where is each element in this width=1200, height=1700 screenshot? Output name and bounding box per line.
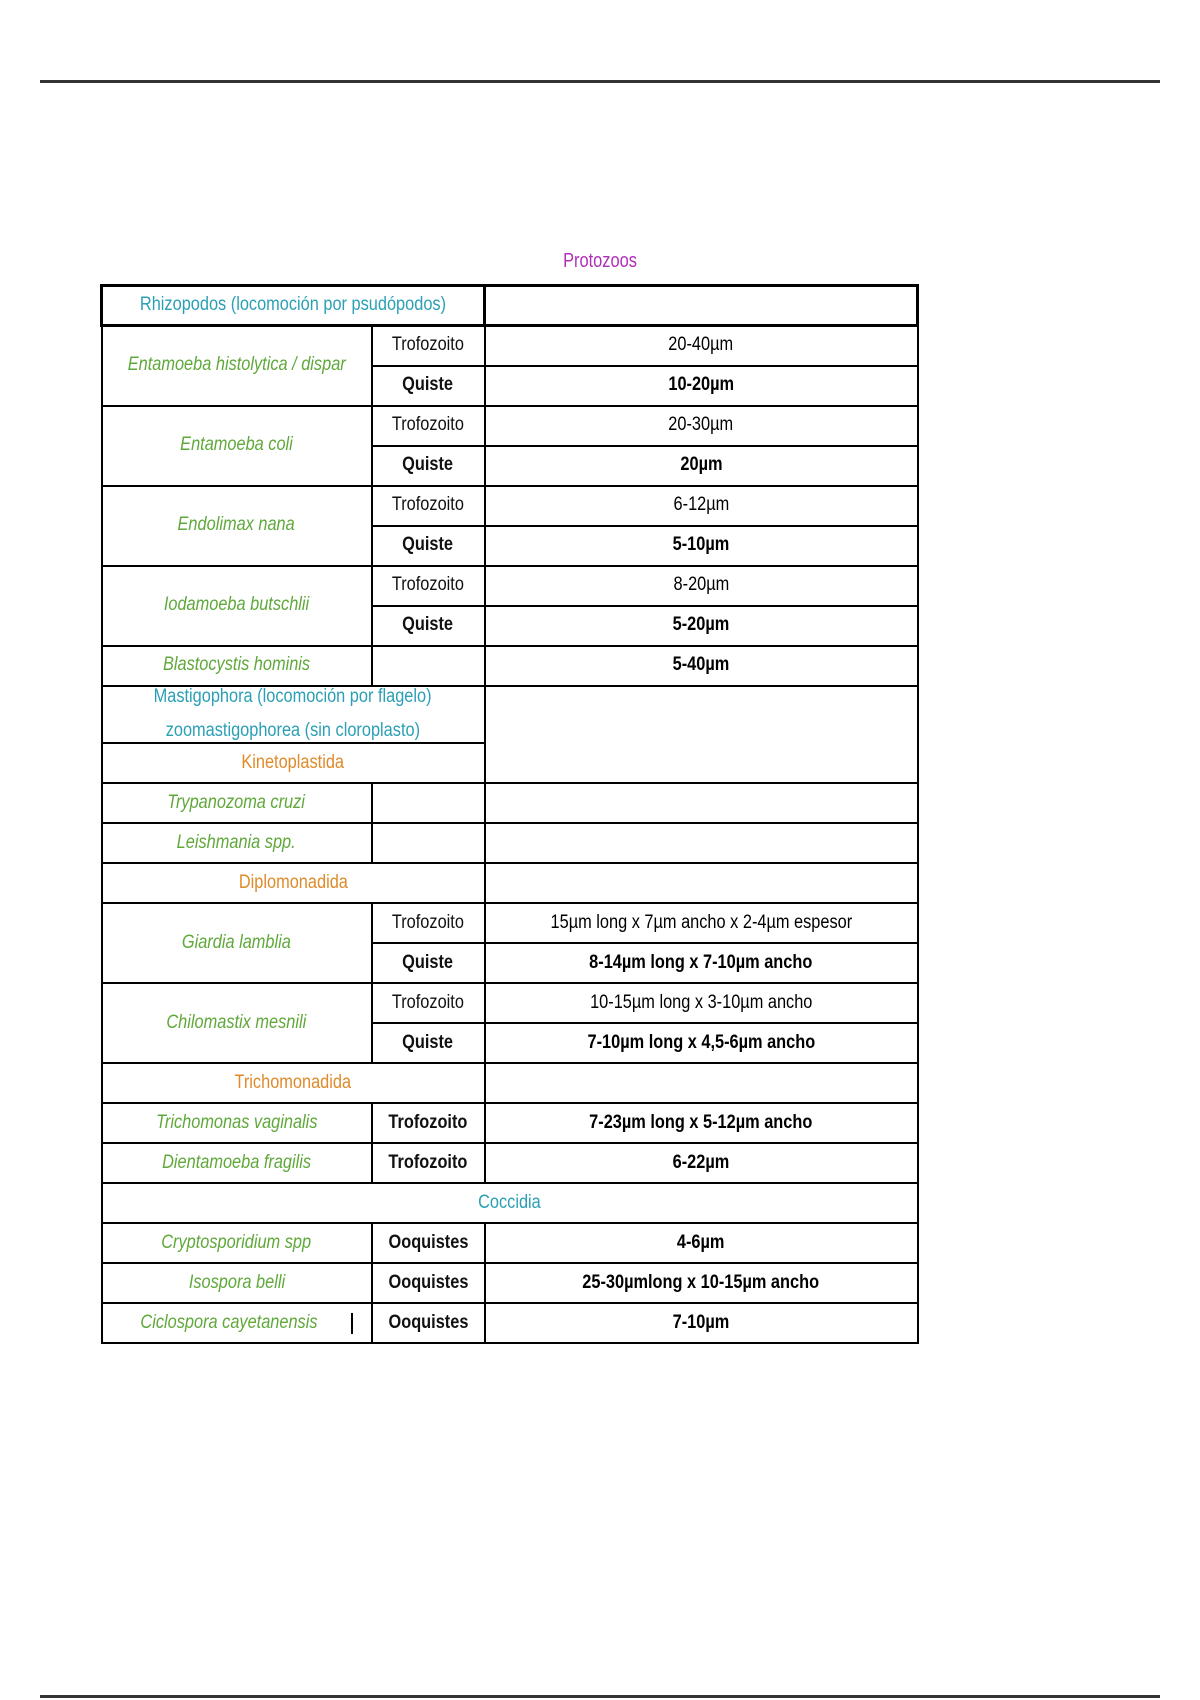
size-value: 20µm	[485, 446, 918, 486]
stage-label: Quiste	[372, 1023, 485, 1063]
empty-cell	[485, 686, 918, 784]
stage-label: Ooquistes	[372, 1223, 485, 1263]
empty-cell	[372, 783, 485, 823]
stage-label: Ooquistes	[372, 1303, 485, 1343]
size-value: 5-40µm	[485, 646, 918, 686]
stage-label: Trofozoito	[372, 983, 485, 1023]
size-value: 5-20µm	[485, 606, 918, 646]
species-giardia-lamblia: Giardia lamblia	[102, 903, 372, 983]
size-value: 15µm long x 7µm ancho x 2-4µm espesor	[485, 903, 918, 943]
stage-label: Trofozoito	[372, 406, 485, 446]
empty-cell	[485, 783, 918, 823]
section-row-coccidia	[102, 1183, 918, 1223]
table-row	[102, 1223, 918, 1263]
table-row	[102, 566, 918, 606]
species-dientamoeba-fragilis: Dientamoeba fragilis	[102, 1143, 372, 1183]
size-value: 8-14µm long x 7-10µm ancho	[485, 943, 918, 983]
size-value: 7-10µm long x 4,5-6µm ancho	[485, 1023, 918, 1063]
empty-cell	[485, 823, 918, 863]
empty-cell	[485, 286, 918, 326]
section-row-trichomonadida	[102, 1063, 918, 1103]
empty-cell	[372, 823, 485, 863]
species-isospora-belli: Isospora belli	[102, 1263, 372, 1303]
stage-label: Trofozoito	[372, 326, 485, 366]
table-row	[102, 1303, 918, 1343]
table-row	[102, 1103, 918, 1143]
section-trichomonadida: Trichomonadida	[102, 1063, 485, 1103]
stage-label: Trofozoito	[372, 566, 485, 606]
protozoa-table	[100, 284, 919, 1344]
stage-label: Quiste	[372, 366, 485, 406]
size-value: 8-20µm	[485, 566, 918, 606]
table-row	[102, 823, 918, 863]
size-value: 10-15µm long x 3-10µm ancho	[485, 983, 918, 1023]
table-row	[102, 983, 918, 1023]
size-value: 4-6µm	[485, 1223, 918, 1263]
section-row-diplomonadida	[102, 863, 918, 903]
stage-label: Ooquistes	[372, 1263, 485, 1303]
size-value: 10-20µm	[485, 366, 918, 406]
species-blastocystis-hominis: Blastocystis hominis	[102, 646, 372, 686]
section-coccidia: Coccidia	[102, 1183, 918, 1223]
section-row-rhizopodos	[102, 286, 918, 326]
table-title: Protozoos	[563, 250, 637, 272]
size-value: 6-12µm	[485, 486, 918, 526]
empty-cell	[485, 1063, 918, 1103]
table-row	[102, 903, 918, 943]
stage-label: Quiste	[372, 943, 485, 983]
species-leishmania: Leishmania spp.	[102, 823, 372, 863]
table-row	[102, 326, 918, 366]
stage-label: Quiste	[372, 606, 485, 646]
size-value: 7-10µm	[485, 1303, 918, 1343]
header-rule	[40, 80, 1160, 83]
cell-divider	[351, 1313, 367, 1334]
empty-cell	[485, 863, 918, 903]
section-diplomonadida: Diplomonadida	[102, 863, 485, 903]
table-row	[102, 1263, 918, 1303]
section-rhizopodos: Rhizopodos (locomoción por psudópodos)	[102, 286, 485, 326]
stage-label: Trofozoito	[372, 1103, 485, 1143]
table-row	[102, 486, 918, 526]
section-kinetoplastida: Kinetoplastida	[102, 743, 485, 783]
stage-label: Trofozoito	[372, 903, 485, 943]
stage-label: Trofozoito	[372, 1143, 485, 1183]
table-row	[102, 646, 918, 686]
stage-label: Quiste	[372, 526, 485, 566]
species-endolimax-nana: Endolimax nana	[102, 486, 372, 566]
species-ciclospora-cayetanensis: Ciclospora cayetanensis	[102, 1303, 372, 1343]
size-value: 6-22µm	[485, 1143, 918, 1183]
section-row-mastigophora	[102, 686, 918, 744]
size-value: 5-10µm	[485, 526, 918, 566]
size-value: 20-40µm	[485, 326, 918, 366]
size-value: 7-23µm long x 5-12µm ancho	[485, 1103, 918, 1143]
species-trypanozoma-cruzi: Trypanozoma cruzi	[102, 783, 372, 823]
empty-cell	[372, 646, 485, 686]
table-row	[102, 406, 918, 446]
section-mastigophora: Mastigophora (locomoción por flagelo) zoomastigophorea (sin cloroplasto)	[102, 686, 485, 744]
footer-rule	[40, 1695, 1160, 1698]
size-value: 20-30µm	[485, 406, 918, 446]
species-iodamoeba-butschlii: Iodamoeba butschlii	[102, 566, 372, 646]
stage-label: Trofozoito	[372, 486, 485, 526]
size-value: 25-30µmlong x 10-15µm ancho	[485, 1263, 918, 1303]
species-trichomonas-vaginalis: Trichomonas vaginalis	[102, 1103, 372, 1143]
stage-label: Quiste	[372, 446, 485, 486]
table-row	[102, 1143, 918, 1183]
species-entamoeba-histolytica: Entamoeba histolytica / dispar	[102, 326, 372, 406]
table-row	[102, 783, 918, 823]
species-entamoeba-coli: Entamoeba coli	[102, 406, 372, 486]
species-chilomastix-mesnili: Chilomastix mesnili	[102, 983, 372, 1063]
species-cryptosporidium: Cryptosporidium spp	[102, 1223, 372, 1263]
